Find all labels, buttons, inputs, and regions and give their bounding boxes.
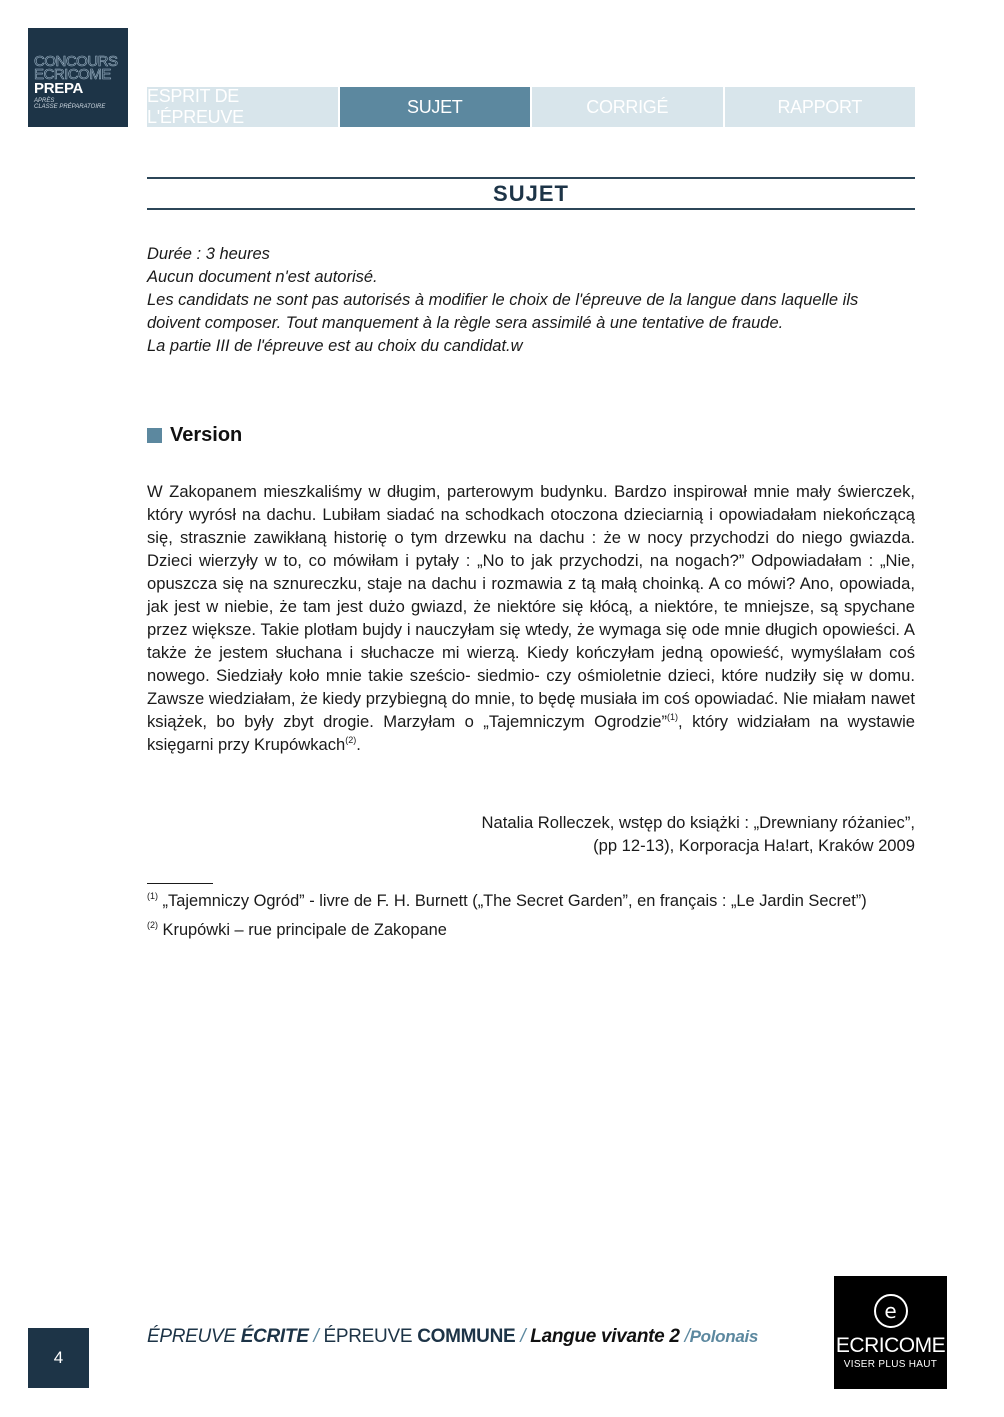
citation-line1: Natalia Rolleczek, wstęp do książki : „Drewniany różaniec”, xyxy=(481,813,915,832)
tab-esprit-epreuve[interactable]: ESPRIT DE L'ÉPREUVE xyxy=(147,87,338,127)
version-heading xyxy=(147,424,242,447)
footer-sep-2: / xyxy=(515,1326,531,1347)
section-tabs xyxy=(147,87,915,127)
instruction-part-three: La partie III de l'épreuve est au choix du candidat.w xyxy=(147,337,523,355)
logo-line-apres: APRÈS xyxy=(34,98,55,104)
footnote-divider xyxy=(147,883,213,884)
citation-line2: (pp 12-13), Korporacja Ha!art, Kraków 2009 xyxy=(593,836,915,855)
footer-langue-vivante: Langue vivante 2 xyxy=(530,1326,680,1347)
page-number: 4 xyxy=(28,1328,89,1388)
footer-polonais: Polonais xyxy=(689,1327,759,1346)
footnote-marker-1: (1) xyxy=(147,891,158,901)
tab-sujet[interactable]: SUJET xyxy=(340,87,531,127)
passage-text-part1: W Zakopanem mieszkaliśmy w długim, parterowym budynku. Bardzo inspirował mnie mały świerczek, który wyrósł na dachu. Lubiłam siadać na schodkach otoczona dzieciarnią i opowiadałam niekończącą się, strasznie zawikłaną historię o tym drzewku na dachu : że w nocy przychodzi do niego gwiazda. Dzieci wierzyły w to, co mówiłam i pytały : „No to jak przychodzi, na nogach?” Odpowiadałam : „Nie, opuszcza się na sznureczku, staje na dachu i rozmawia z tą małą choinką. A co mówi? Ano, opowiada, jak jest w niebie, że tam jest dużo gwiazd, że niektóre się kłócą, a niektóre, te mniejsze, są spychane przez większe. Takie plotłam bujdy i nauczyłam się wtedy, że wymaga się ode mnie długich opowieści. A także że jestem słuchana i słuchacze mi wierzą. Kiedy kończyłam jedną opowieść, wymyślałam coś nowego. Siedziały koło mnie takie sześcio- siedmio- czy ośmioletnie dzieci, które nudziły się w domu. Zawsze wiedziałam, że kiedy przybiegną do mnie, to będę musiała im coś opowiadać. Nie miałam nawet książek, bo były zbyt drogie. Marzyłam o „Tajemniczym Ogrodzie” xyxy=(147,482,915,731)
exam-instructions xyxy=(147,243,927,358)
logo-line-prepa: PREPA xyxy=(34,80,84,97)
tab-corrige[interactable]: CORRIGÉ xyxy=(532,87,723,127)
version-heading-label: Version xyxy=(170,424,243,446)
concours-ecricome-prepa-logo xyxy=(28,28,128,127)
tab-rapport[interactable]: RAPPORT xyxy=(725,87,916,127)
passage-text-part2: , który widziałam na wystawie księgarni przy Krupówkach xyxy=(147,712,915,754)
instruction-language-line1: Les candidats ne sont pas autorisés à modifier le choix de l'épreuve de la langue dans laquelle ils xyxy=(147,291,859,309)
version-passage xyxy=(147,480,915,756)
footer-commune: COMMUNE xyxy=(417,1326,516,1347)
footer-epreuve-2: ÉPREUVE xyxy=(323,1326,418,1347)
page-title: SUJET xyxy=(493,180,569,206)
footnote-marker-2: (2) xyxy=(147,920,158,930)
brand-name: ECRICOME xyxy=(835,1334,946,1357)
footnote-ref-1: (1) xyxy=(667,712,679,722)
logo-line-concours: CONCOURS xyxy=(34,53,118,70)
footnotes xyxy=(147,890,915,948)
logo-line-ecricome: ECRICOME xyxy=(34,66,111,83)
footnote-2 xyxy=(147,919,915,942)
footer-sep-1: / xyxy=(308,1326,324,1347)
square-bullet-icon xyxy=(147,428,162,443)
footnote-text-2: Krupówki – rue principale de Zakopane xyxy=(158,921,447,939)
logo-line-classe: CLASSE PRÉPARATOIRE xyxy=(34,104,106,110)
ecricome-e-icon: e xyxy=(874,1294,908,1328)
footer-ecrite: ÉCRITE xyxy=(240,1326,309,1347)
ecricome-brand-logo xyxy=(834,1276,947,1389)
footer-epreuve-1: ÉPREUVE xyxy=(147,1326,241,1347)
footer-exam-label xyxy=(147,1326,758,1348)
footnote-text-1: „Tajemniczy Ogród” - livre de F. H. Burnett („The Secret Garden”, en français : „Le Jardin Secret”) xyxy=(158,892,867,910)
passage-text-part3: . xyxy=(356,735,361,754)
instruction-duration: Durée : 3 heures xyxy=(147,245,270,263)
instruction-language-line2: doivent composer. Tout manquement à la règle sera assimilé à une tentative de fraude. xyxy=(147,314,784,332)
footer-sep-3: / xyxy=(679,1326,690,1347)
instruction-documents: Aucun document n'est autorisé. xyxy=(147,268,378,286)
brand-tagline: VISER PLUS HAUT xyxy=(843,1359,938,1370)
source-citation xyxy=(147,811,915,857)
footnote-ref-2: (2) xyxy=(345,735,357,745)
section-title-bar xyxy=(147,177,915,210)
footnote-1 xyxy=(147,890,915,913)
